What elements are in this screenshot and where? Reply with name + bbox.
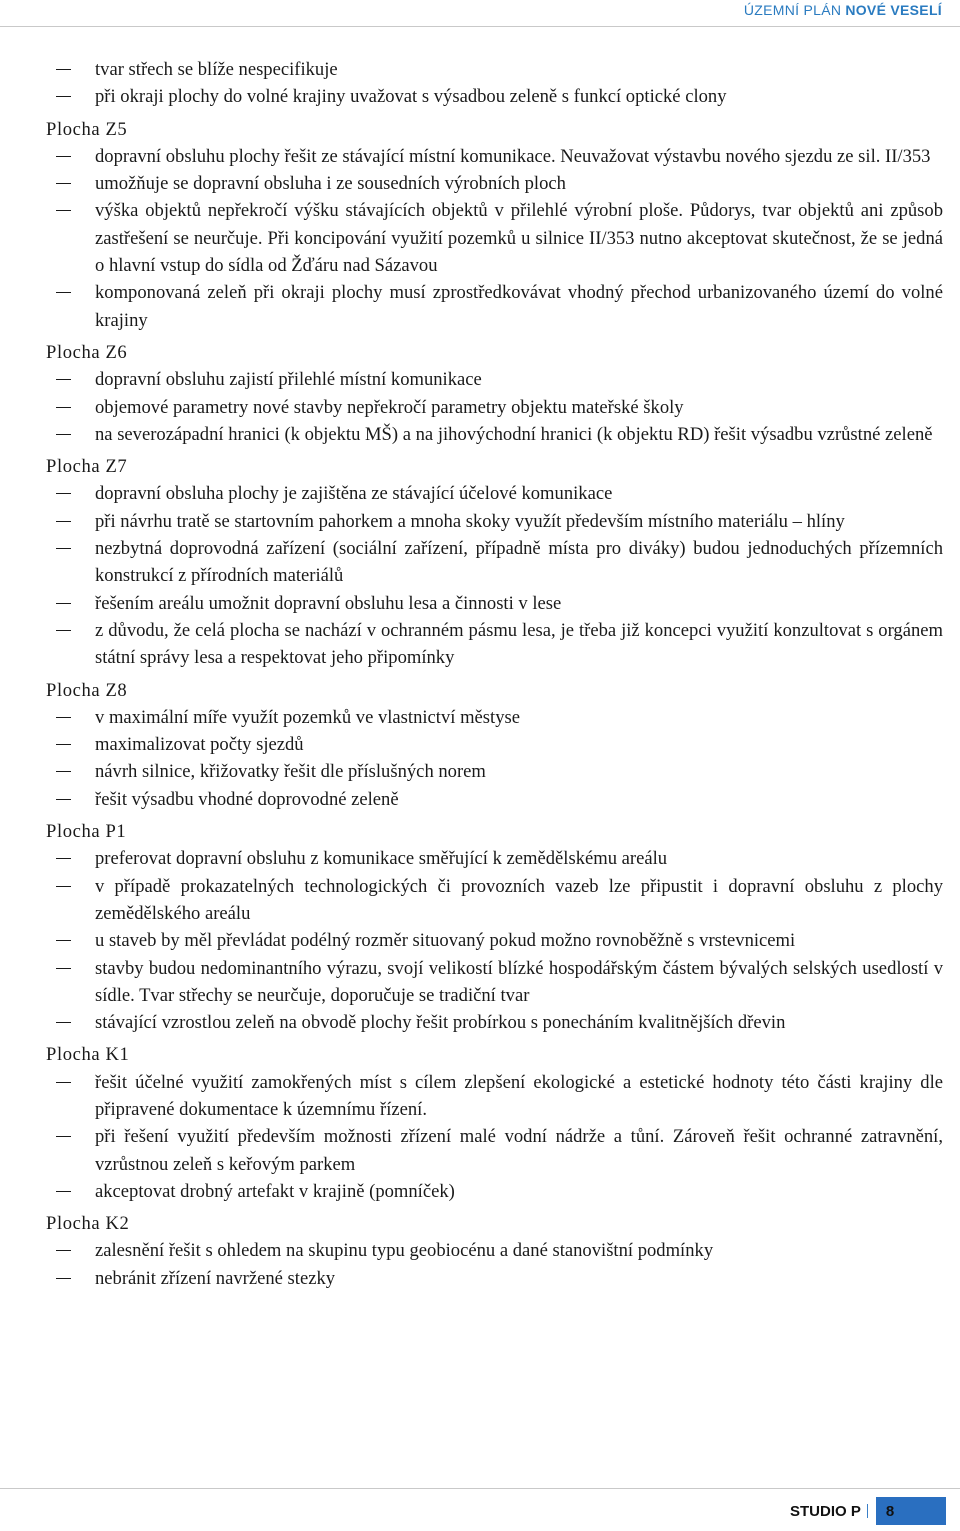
plocha-section: [46, 818, 943, 1036]
list-item-text: při návrhu tratě se startovním pahorkem a mnoha skoky využít především místního materiálu – hlíny: [95, 510, 845, 532]
footer-separator: [867, 1504, 868, 1518]
dash-bullet-icon: [56, 603, 71, 604]
list-item: [46, 366, 943, 393]
plocha-section: [46, 1041, 943, 1205]
list-item: [46, 394, 943, 421]
dash-bullet-icon: [56, 407, 71, 408]
list-item-text: u staveb by měl převládat podélný rozměr situovaný pokud možno rovnoběžně s vrstevnicemi: [95, 930, 796, 952]
dash-bullet-icon: [56, 771, 71, 772]
list-item-text: v maximální míře využít pozemků ve vlastnictví městyse: [95, 706, 520, 728]
header-plan-label: ÚZEMNÍ PLÁN: [743, 2, 842, 18]
dash-bullet-icon: [56, 96, 71, 97]
list-item: [46, 758, 943, 785]
list-item: [46, 1009, 943, 1036]
list-item: [46, 873, 943, 928]
list-item-text: maximalizovat počty sjezdů: [95, 734, 304, 756]
footer-studio-label: STUDIO P: [790, 1502, 861, 1520]
dash-bullet-icon: [56, 379, 71, 380]
list-item-text: návrh silnice, křižovatky řešit dle příslušných norem: [95, 761, 486, 783]
dash-bullet-icon: [56, 1191, 71, 1192]
list-item: [46, 704, 943, 731]
list-item: [46, 1069, 943, 1124]
list-item-text: stávající vzrostlou zeleň na obvodě plochy řešit probírkou s ponecháním kvalitnějších dřevin: [95, 1012, 786, 1034]
list-item: [46, 845, 943, 872]
list-item-text: tvar střech se blíže nespecifikuje: [95, 59, 338, 80]
list-item: [46, 1237, 943, 1264]
list-item: [46, 143, 943, 170]
dash-bullet-icon: [56, 630, 71, 631]
dash-bullet-icon: [56, 858, 71, 859]
list-item-text: při řešení využití především možnosti zřízení malé vodní nádrže a tůní. Zároveň řešit ochranné zatravnění, vzrůstnou zeleň s keřovým parkem: [95, 1126, 943, 1175]
section-title: Plocha K2: [46, 1213, 130, 1235]
list-item-text: řešit účelné využití zamokřených míst s cílem zlepšení ekologické a estetické hodnoty této části krajiny dle připravené dokumentace k územnímu řízení.: [95, 1071, 943, 1120]
dash-bullet-icon: [56, 717, 71, 718]
header-divider: [0, 26, 960, 27]
dash-bullet-icon: [56, 434, 71, 435]
dash-bullet-icon: [56, 69, 71, 70]
list-item-text: objemové parametry nové stavby nepřekročí parametry objektu mateřské školy: [95, 396, 684, 418]
plocha-section: [46, 116, 943, 334]
list-item: [46, 56, 943, 83]
list-item: [46, 1265, 943, 1292]
dash-bullet-icon: [56, 183, 71, 184]
list-item: [46, 731, 943, 758]
list-item-text: akceptovat drobný artefakt v krajině (pomníček): [95, 1180, 455, 1202]
dash-bullet-icon: [56, 1022, 71, 1023]
footer-divider: [0, 1488, 960, 1489]
page-footer: [790, 1497, 946, 1525]
list-item: [46, 170, 943, 197]
dash-bullet-icon: [56, 940, 71, 941]
dash-bullet-icon: [56, 292, 71, 293]
dash-bullet-icon: [56, 968, 71, 969]
list-item: [46, 508, 943, 535]
dash-bullet-icon: [56, 744, 71, 745]
sections-container: [46, 116, 943, 1292]
list-item-text: dopravní obsluhu plochy řešit ze stávající místní komunikace. Neuvažovat výstavbu nového sjezdu ze sil. II/353: [95, 145, 931, 167]
dash-bullet-icon: [56, 156, 71, 157]
dash-bullet-icon: [56, 1082, 71, 1083]
list-item-text: v případě prokazatelných technologických či provozních vazeb lze připustit i dopravní obsluhu z plochy zemědělského areálu: [95, 875, 943, 924]
list-item-text: preferovat dopravní obsluhu z komunikace směřující k zemědělskému areálu: [95, 848, 668, 870]
dash-bullet-icon: [56, 799, 71, 800]
dash-bullet-icon: [56, 548, 71, 549]
dash-bullet-icon: [56, 1136, 71, 1137]
list-item: [46, 535, 943, 590]
list-item-text: umožňuje se dopravní obsluha i ze sousedních výrobních ploch: [95, 173, 566, 195]
list-item: [46, 83, 943, 110]
list-item: [46, 421, 943, 448]
section-title: Plocha Z6: [46, 341, 128, 363]
list-item: [46, 927, 943, 954]
list-item-text: stavby budou nedominantního výrazu, svojí velikostí blízké hospodářským částem bývalých selských usedlostí v sídle. Tvar střechy se neurčuje, doporučuje se tradiční tvar: [95, 957, 943, 1006]
list-item: [46, 1123, 943, 1178]
section-title: Plocha P1: [46, 821, 127, 843]
plocha-section: [46, 1210, 943, 1292]
list-item-text: komponovaná zeleň při okraji plochy musí zprostředkovávat vhodný přechod urbanizovaného území do volné krajiny: [95, 282, 943, 331]
list-item: [46, 590, 943, 617]
intro-list: [46, 56, 943, 111]
section-title: Plocha K1: [46, 1044, 130, 1066]
dash-bullet-icon: [56, 493, 71, 494]
list-item-text: dopravní obsluhu zajistí přilehlé místní komunikace: [95, 369, 482, 391]
list-item: [46, 786, 943, 813]
list-item-text: z důvodu, že celá plocha se nachází v ochranném pásmu lesa, je třeba již koncepci využití konzultovat s orgánem státní správy lesa a respektovat jeho připomínky: [95, 619, 943, 669]
section-title: Plocha Z5: [46, 118, 128, 140]
list-item-text: při okraji plochy do volné krajiny uvažovat s výsadbou zeleně s funkcí optické clony: [95, 86, 727, 108]
page-header: [744, 2, 942, 18]
plocha-section: [46, 339, 943, 448]
plocha-section: [46, 453, 943, 671]
dash-bullet-icon: [56, 210, 71, 211]
list-item: [46, 197, 943, 279]
page-number: 8: [876, 1497, 946, 1525]
document-body: [46, 56, 943, 1292]
list-item-text: řešit výsadbu vhodné doprovodné zeleně: [95, 788, 399, 810]
list-item-text: zalesnění řešit s ohledem na skupinu typu geobiocénu a dané stanovištní podmínky: [95, 1240, 714, 1262]
section-title: Plocha Z8: [46, 679, 128, 701]
list-item-text: řešením areálu umožnit dopravní obsluhu lesa a činnosti v lese: [95, 592, 562, 614]
dash-bullet-icon: [56, 521, 71, 522]
list-item: [46, 617, 943, 672]
section-title: Plocha Z7: [46, 456, 128, 478]
list-item-text: výška objektů nepřekročí výšku stávajících objektů v přilehlé výrobní ploše. Půdorys, tvar objektů ani způsob zastřešení se neurčuje. Při koncipování využití pozemků u silnice II/353 nutno akceptovat skutečnost, že se jedná o hlavní vstup do sídla od Žďáru nad Sázavou: [95, 200, 943, 277]
dash-bullet-icon: [56, 1278, 71, 1279]
list-item: [46, 1178, 943, 1205]
list-item-text: nezbytná doprovodná zařízení (sociální zařízení, případně místa pro diváky) budou jednoduchých přízemních konstrukcí z přírodních materiálů: [95, 538, 943, 587]
list-item: [46, 955, 943, 1010]
header-municipality: NOVÉ VESELÍ: [845, 2, 942, 18]
list-item-text: nebránit zřízení navržené stezky: [95, 1267, 336, 1289]
dash-bullet-icon: [56, 1250, 71, 1251]
list-item-text: na severozápadní hranici (k objektu MŠ) a na jihovýchodní hranici (k objektu RD) řešit výsadbu vzrůstné zeleně: [95, 423, 933, 445]
list-item: [46, 480, 943, 507]
list-item-text: dopravní obsluha plochy je zajištěna ze stávající účelové komunikace: [95, 483, 613, 505]
list-item: [46, 279, 943, 334]
dash-bullet-icon: [56, 886, 71, 887]
plocha-section: [46, 677, 943, 813]
